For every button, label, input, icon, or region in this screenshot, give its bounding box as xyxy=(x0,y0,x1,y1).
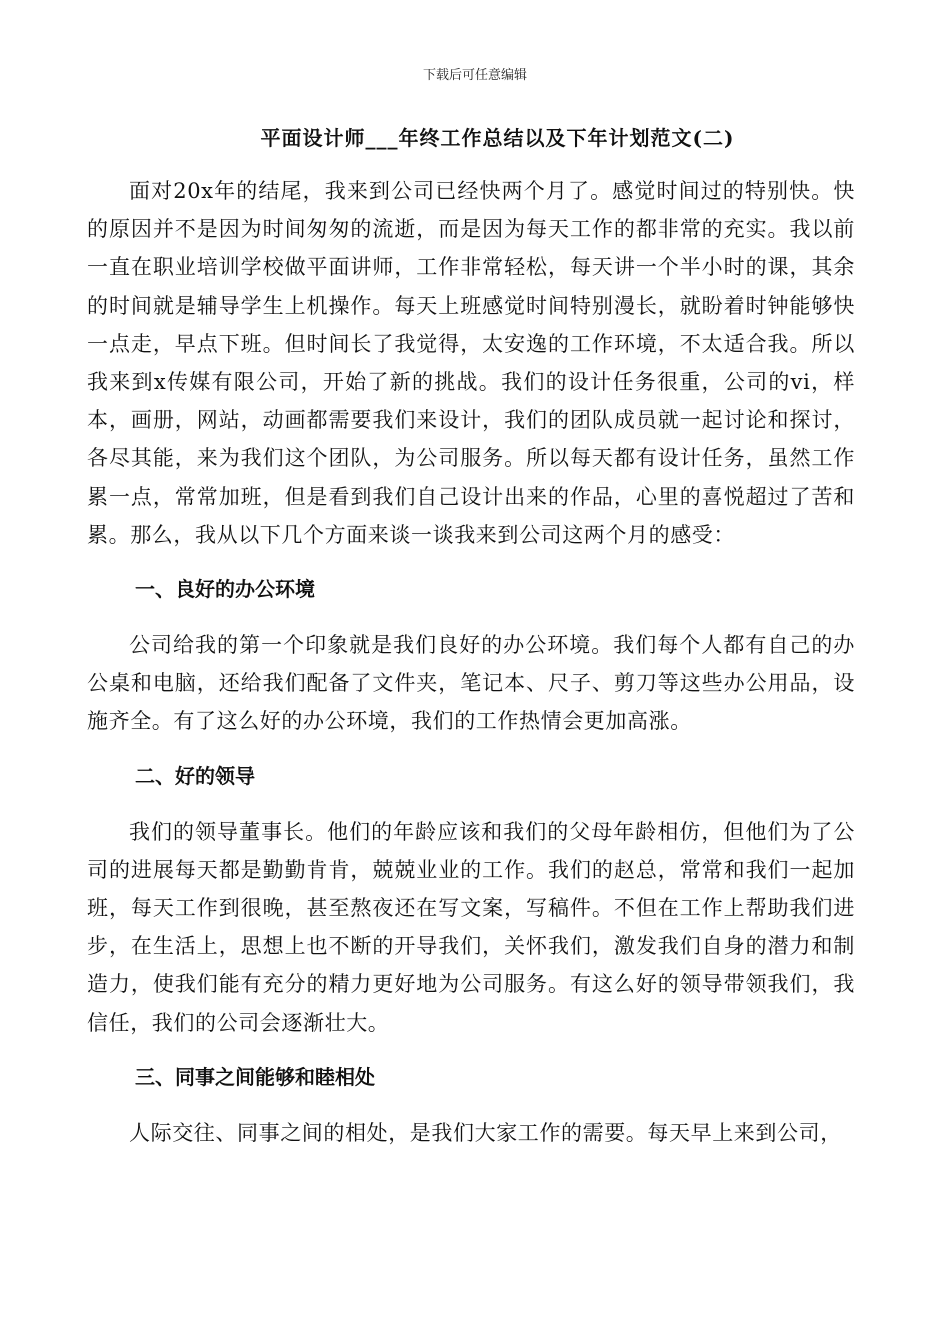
section-paragraph-colleagues: 人际交往、同事之间的相处，是我们大家工作的需要。每天早上来到公司， xyxy=(129,1120,842,1145)
intro-paragraph: 面对20x年的结尾，我来到公司已经快两个月了。感觉时间过的特别快。快的原因并不是因为时间匆匆的流逝，而是因为每天工作的都非常的充实。我以前一直在职业培训学校做平面讲师，工作非常轻松，每天讲一个半小时的课，其余的时间就是辅导学生上机操作。每天上班感觉时间特别漫长，就盼着时钟能够快一点走，早点下班。但时间长了我觉得，太安逸的工作环境，不太适合我。所以我来到x传媒有限公司，开始了新的挑战。我们的设计任务很重，公司的vi，样本，画册，网站，动画都需要我们来设计，我们的团队成员就一起讨论和探讨，各尽其能，来为我们这个团队，为公司服务。所以每天都有设计任务，虽然工作累一点，常常加班，但是看到我们自己设计出来的作品，心里的喜悦超过了苦和累。那么，我从以下几个方面来谈一谈我来到公司这两个月的感受： xyxy=(87,179,855,547)
section-heading-environment: 一、良好的办公环境 xyxy=(135,577,315,602)
section-heading-leadership: 二、好的领导 xyxy=(135,763,255,788)
document-title: 平面设计师___年终工作总结以及下年计划范文(二) xyxy=(260,126,735,150)
header-note: 下载后可任意编辑 xyxy=(422,68,527,83)
section-paragraph-leadership: 我们的领导董事长。他们的年龄应该和我们的父母年龄相仿，但他们为了公司的进展每天都是勤勤肯肯，兢兢业业的工作。我们的赵总，常常和我们一起加班，每天工作到很晚，甚至熬夜还在写文案，写稿件。不但在工作上帮助我们进步，在生活上，思想上也不断的开导我们，关怀我们，激发我们自身的潜力和制造力，使我们能有充分的精力更好地为公司服务。有这么好的领导带领我们，我信任，我们的公司会逐渐壮大。 xyxy=(87,819,855,1035)
document-body xyxy=(87,172,855,1152)
section-paragraph-environment: 公司给我的第一个印象就是我们良好的办公环境。我们每个人都有自己的办公桌和电脑，还给我们配备了文件夹，笔记本、尺子、剪刀等这些办公用品，设施齐全。有了这么好的办公环境，我们的工作热情会更加高涨。 xyxy=(87,633,855,734)
section-heading-colleagues: 三、同事之间能够和睦相处 xyxy=(135,1064,375,1089)
